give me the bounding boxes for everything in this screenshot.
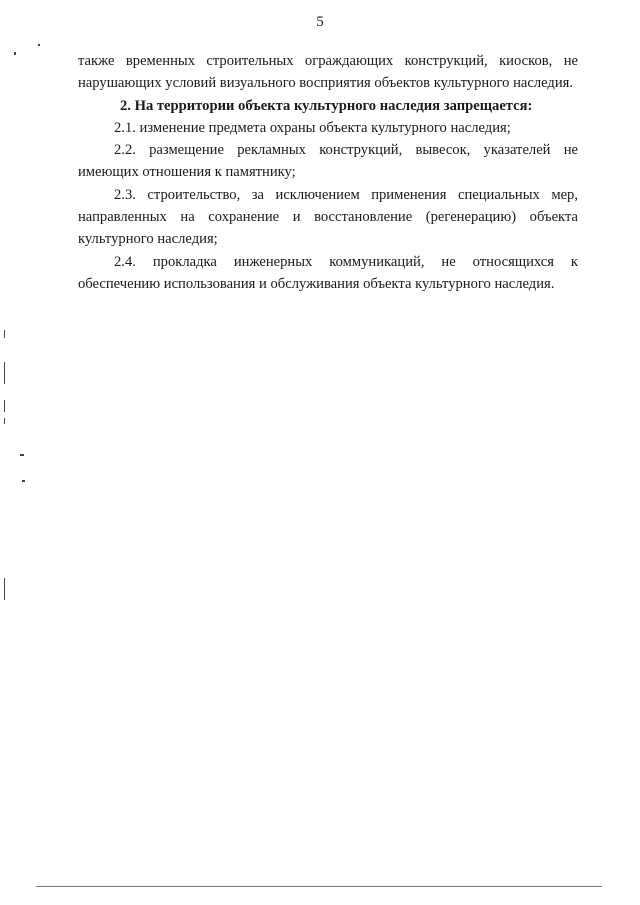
list-item-2-1: 2.1. изменение предмета охраны объекта культурного наследия; [114, 119, 511, 136]
scan-artifact [4, 400, 5, 412]
scan-artifact [4, 362, 5, 384]
scan-artifact [4, 330, 5, 338]
list-item-2-3: 2.3. строительство, за исключением применения специальных мер, направленных на сохранение и восстановление (регенерацию) объекта культурного наследия; [78, 186, 578, 248]
list-item-2-4: 2.4. прокладка инженерных коммуникаций, не относящихся к обеспечению использования и обслуживания объекта культурного наследия. [78, 253, 578, 292]
list-item-2-2: 2.2. размещение рекламных конструкций, вывесок, указателей не имеющих отношения к памятнику; [78, 142, 578, 181]
scan-edge-line [36, 886, 602, 887]
page-number: 5 [316, 14, 324, 30]
scan-artifact [38, 44, 40, 46]
paragraph-continuation: также временных строительных ограждающих конструкций, киосков, не нарушающих условий визуального восприятия объектов культурного наследия. [78, 53, 578, 92]
scan-artifact [4, 418, 5, 424]
document-body [78, 50, 578, 295]
scan-artifact [4, 578, 5, 600]
scan-artifact [22, 480, 25, 482]
scan-artifact [20, 454, 24, 456]
section-heading: 2. На территории объекта культурного наследия запрещается: [120, 97, 533, 114]
scan-artifact [14, 52, 16, 55]
